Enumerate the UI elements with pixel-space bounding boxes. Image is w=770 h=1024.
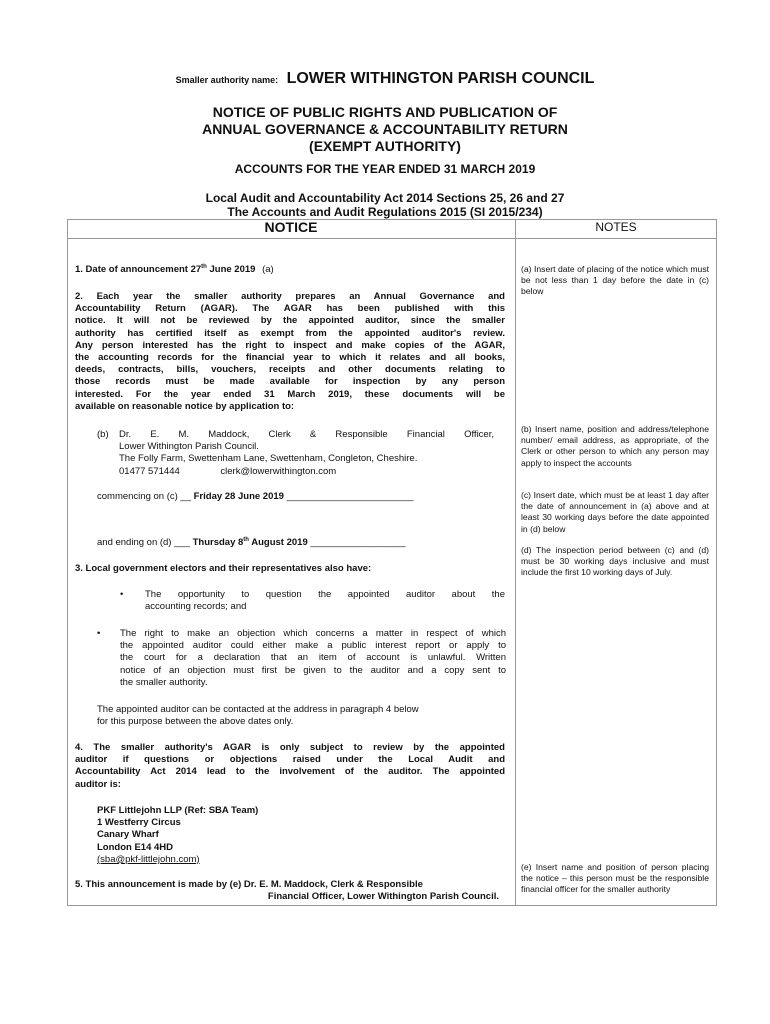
title-line-3: (EXEMPT AUTHORITY) [309, 138, 461, 154]
p2-line-5: Any person interested has the right to inspect and make copies of the AGAR, [75, 339, 505, 351]
ending-date [193, 537, 308, 548]
bullet-2-marker: • [97, 628, 101, 639]
ending-suffix: __________________ [310, 537, 406, 548]
announcement-label: 1. Date of announcement 27 [75, 264, 202, 275]
paragraph-2 [75, 291, 505, 413]
bullet-1-line-1: The opportunity to question the appointed auditor about the [145, 589, 505, 600]
authority-name: LOWER WITHINGTON PARISH COUNCIL [286, 70, 595, 87]
bullet-1-marker: • [120, 589, 124, 600]
auditor-email-link[interactable]: (sba@pkf-littlejohn.com) [97, 853, 200, 865]
bullet-2-line-4: notice of an objection must first be given to the auditor and a copy sent to [120, 664, 506, 676]
auditor-address-2: Canary Wharf [97, 829, 159, 841]
p5-line-2: Financial Officer, Lower Withington Parish Council. [267, 891, 499, 903]
ending-sup: th [243, 536, 249, 543]
bullet-2-line-3: the court for a declaration that an item of account is unlawful. Written [120, 652, 506, 664]
auditor-address-1: 1 Westferry Circus [97, 817, 181, 829]
contact-phone: 01477 571444 [119, 465, 180, 477]
authority-label: Smaller authority name: [175, 75, 279, 85]
bullet-1 [145, 589, 505, 613]
auditor-address [97, 805, 397, 866]
bullet-1-line-2: accounting records; and [145, 601, 247, 613]
contact-ref: (b) [97, 429, 109, 440]
contact-line-4 [119, 466, 499, 478]
header-divider [67, 238, 717, 239]
bullet-2-line-2: the appointed auditor could either make a public interest report or apply to [120, 640, 506, 652]
act-line-2: The Accounts and Audit Regulations 2015 (SI 2015/234) [227, 205, 543, 219]
ending-date-b: August 2019 [248, 537, 308, 548]
document-title [0, 104, 770, 155]
paragraph-1 [75, 264, 505, 276]
commencing-date: Friday 28 June 2019 [193, 491, 284, 502]
auditor-contact-line-2: for this purpose between the above dates only. [97, 716, 294, 728]
note-b: (b) Insert name, position and address/telephone number/ email address, as appropriate, of the Clerk or other person to which any person may apply to inspect the accounts [521, 424, 709, 468]
note-c: (c) Insert date, which must be at least 1 day after the date of announcement in (a) above and at least 30 working days before the date appointed in (d) below [521, 490, 709, 534]
p2-line-9: interested. For the year ended 31 March 2019, these documents will be [75, 388, 505, 400]
p5-line-1: 5. This announcement is made by (e) Dr. E. M. Maddock, Clerk & Responsible [75, 879, 423, 890]
title-line-2: ANNUAL GOVERNANCE & ACCOUNTABILITY RETURN [202, 121, 568, 137]
p2-line-8: those records must be made available for inspection by any person [75, 376, 505, 388]
contact-block [119, 429, 499, 478]
note-a: (a) Insert date of placing of the notice which must be not less than 1 day before the date in (c) below [521, 264, 709, 297]
p2-line-6: the accounting records for the financial year to which it relates and all books, [75, 352, 505, 364]
ending-line [97, 537, 507, 549]
contact-line-3: The Folly Farm, Swettenham Lane, Swettenham, Congleton, Cheshire. [119, 453, 418, 465]
authority-line [0, 70, 770, 88]
p2-line-10: available on reasonable notice by application to: [75, 400, 295, 412]
p4-line-1: 4. The smaller authority's AGAR is only subject to review by the appointed [75, 742, 505, 753]
commencing-prefix: commencing on (c) __ [97, 491, 191, 502]
ending-date-a: Thursday 8 [192, 537, 244, 548]
contact-line-2: Lower Withington Parish Council. [119, 441, 259, 453]
p2-line-7: deeds, contracts, bills, vouchers, receipts and other documents relating to [75, 364, 505, 376]
commencing-suffix: ________________________ [286, 491, 414, 502]
act-line-1: Local Audit and Accountability Act 2014 Sections 25, 26 and 27 [205, 191, 565, 205]
bullet-2-line-1: The right to make an objection which concerns a matter in respect of which [120, 628, 506, 639]
announcement-sup: th [201, 263, 207, 270]
notes-column-header: NOTES [595, 220, 637, 234]
paragraph-4 [75, 742, 505, 791]
notice-column-header: NOTICE [264, 219, 318, 235]
commencing-line [97, 491, 507, 503]
p2-line-2: Accountability Return (AGAR). The AGAR has been published with this [75, 303, 505, 315]
p4-line-2: auditor if questions or objections raised under the Local Audit and [75, 754, 505, 766]
column-divider [515, 219, 516, 906]
note-d: (d) The inspection period between (c) and (d) must be 30 working days inclusive and must include the first 10 working days of July. [521, 545, 709, 578]
p4-line-4: auditor is: [75, 778, 121, 790]
p3-heading: 3. Local government electors and their representatives also have: [75, 563, 372, 574]
legislation-heading [0, 191, 770, 219]
p2-line-3: notice. It will not be reviewed by the appointed auditor, since the smaller [75, 315, 505, 327]
paragraph-5 [75, 879, 505, 903]
auditor-address-3: London E14 4HD [97, 841, 174, 853]
p2-line-4: authority has certified itself as exempt from the appointed auditor's review. [75, 327, 505, 339]
accounts-heading: ACCOUNTS FOR THE YEAR ENDED 31 MARCH 2019 [234, 162, 536, 176]
announcement-ref: (a) [262, 264, 274, 275]
bullet-2-line-5: the smaller authority. [120, 676, 208, 688]
auditor-name: PKF Littlejohn LLP (Ref: SBA Team) [97, 805, 259, 816]
auditor-contact-line-1: The appointed auditor can be contacted at the address in paragraph 4 below [97, 704, 419, 715]
note-e: (e) Insert name and position of person placing the notice – this person must be the responsible financial officer for the smaller authority [521, 862, 709, 895]
bullet-2 [120, 628, 506, 689]
announcement-date-tail: June 2019 [206, 264, 256, 275]
contact-line-1: Dr. E. M. Maddock, Clerk & Responsible Financial Officer, [119, 429, 494, 440]
contact-email: clerk@lowerwithington.com [220, 465, 337, 477]
p2-line-1: 2. Each year the smaller authority prepares an Annual Governance and [75, 291, 505, 302]
p4-line-3: Accountability Act 2014 lead to the involvement of the auditor. The appointed [75, 766, 505, 778]
ending-prefix: and ending on (d) ___ [97, 537, 190, 548]
auditor-contact-note [97, 704, 507, 728]
title-line-1: NOTICE OF PUBLIC RIGHTS AND PUBLICATION OF [212, 104, 558, 120]
